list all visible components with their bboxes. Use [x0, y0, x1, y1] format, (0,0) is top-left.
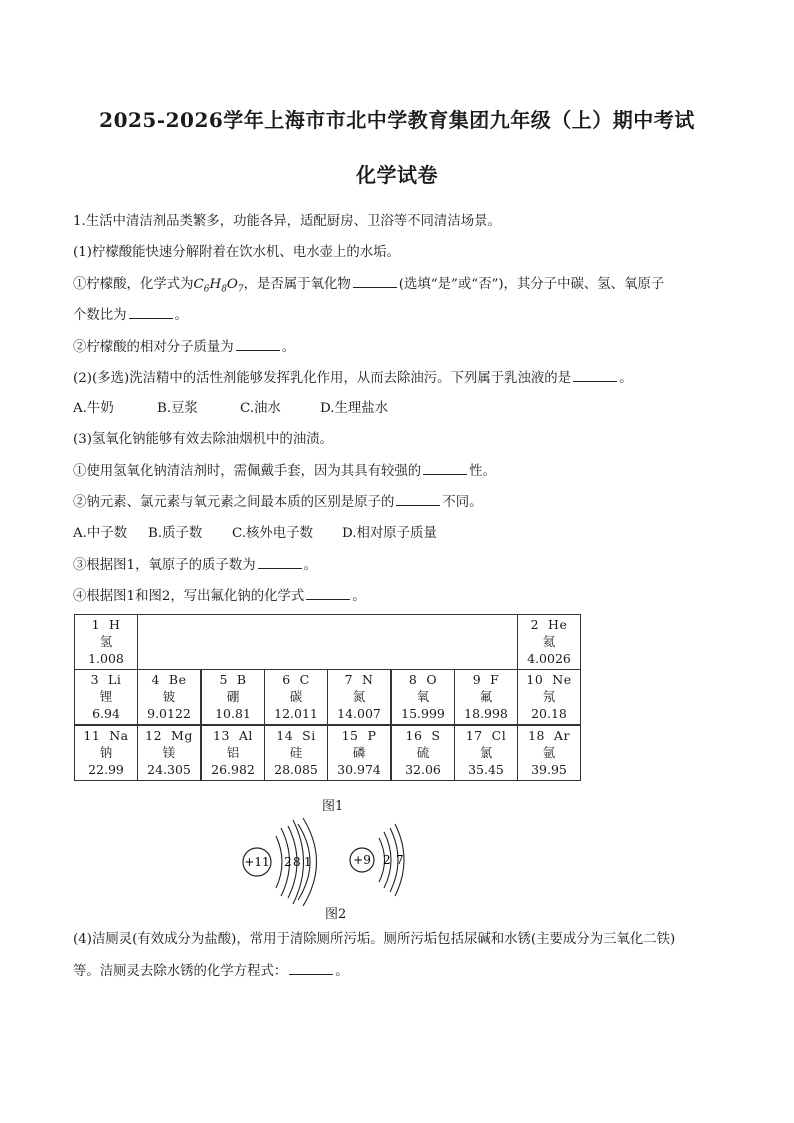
option-b[interactable]: B.豆浆 [157, 401, 198, 416]
part4-line1: (4)洁厕灵(有效成分为盐酸)，常用于清除厕所污垢。厕所污垢包括尿碱和水锈(主要成分为三氧化二铁) [73, 932, 676, 947]
element-cell-o [391, 669, 455, 725]
element-number-symbol: 18 Ar [528, 728, 570, 743]
part2-options [73, 400, 388, 418]
element-name: 钠 [99, 745, 113, 760]
element-name: 氟 [479, 689, 493, 704]
element-cell-c [264, 669, 328, 725]
part2-post: 。 [619, 371, 633, 386]
element-number-symbol: 11 Na [83, 728, 129, 743]
part1a-mid: ，是否属于氧化物 [243, 277, 351, 292]
fluorine-shell-electrons-2: 7 [396, 853, 404, 867]
element-name: 镁 [162, 745, 176, 760]
answer-blank[interactable] [353, 275, 397, 288]
element-name: 碳 [289, 689, 303, 704]
element-name: 氯 [479, 745, 493, 760]
sodium-nucleus-charge: +11 [244, 855, 270, 869]
element-cell-b [201, 669, 265, 725]
element-mass: 39.95 [531, 762, 567, 777]
part4-line2-post: 。 [335, 964, 349, 979]
fluorine-atom-diagram [350, 824, 404, 896]
part3d-pre: ④根据图1和图2，写出氟化钠的化学式 [73, 589, 305, 604]
element-number-symbol: 2 He [530, 617, 568, 632]
part1a-cont-line [73, 306, 188, 325]
option-a[interactable]: A.牛奶 [73, 401, 114, 416]
element-cell-li [74, 669, 138, 725]
element-name: 铝 [226, 745, 240, 760]
element-mass: 20.18 [531, 706, 567, 721]
element-cell-be [137, 669, 201, 725]
answer-blank[interactable] [306, 587, 350, 600]
part1b-line [73, 338, 295, 357]
element-mass: 1.008 [88, 651, 124, 666]
question-intro: 1.生活中清洁剂品类繁多，功能各异，适配厨房、卫浴等不同清洁场景。 [73, 214, 501, 229]
part1b-pre: ②柠檬酸的相对分子质量为 [73, 340, 234, 355]
element-mass: 24.305 [147, 762, 191, 777]
element-cell-mg [137, 725, 201, 781]
sodium-shell-electrons-3: 1 [304, 855, 312, 869]
part3c-line [73, 556, 317, 575]
element-name: 氩 [542, 745, 556, 760]
element-cell-n [327, 669, 391, 725]
part1a-pre: ①柠檬酸，化学式为 [73, 277, 194, 292]
element-mass: 28.085 [274, 762, 318, 777]
option-d[interactable]: D.相对原子质量 [342, 526, 437, 541]
part1a-cont-pre: 个数比为 [73, 308, 127, 323]
option-b[interactable]: B.质子数 [148, 526, 203, 541]
sodium-atom-diagram [243, 818, 317, 906]
part3b-options [73, 525, 437, 543]
element-name: 硅 [289, 745, 303, 760]
element-mass: 4.0026 [527, 651, 571, 666]
fluorine-shell-electrons-1: 2 [383, 853, 391, 867]
element-cell-p [327, 725, 391, 781]
sodium-shell-electrons-1: 2 [284, 855, 292, 869]
element-name: 氮 [352, 689, 366, 704]
element-mass: 30.974 [337, 762, 381, 777]
figure1-caption: 图1 [322, 799, 344, 814]
part3a-pre: ①使用氢氧化钠清洁剂时，需佩戴手套，因为其具有较强的 [73, 464, 422, 479]
part3b-line [73, 493, 483, 512]
option-a[interactable]: A.中子数 [73, 526, 128, 541]
element-cell-si [264, 725, 328, 781]
element-cell-h [74, 614, 138, 670]
element-number-symbol: 8 O [408, 672, 438, 687]
element-mass: 6.94 [92, 706, 120, 721]
element-name: 氧 [416, 689, 430, 704]
table-row-1-frame [74, 614, 581, 670]
citric-acid-formula: $C_6H_8O_7$ [193, 277, 244, 295]
element-mass: 14.007 [337, 706, 381, 721]
element-cell-s [391, 725, 455, 781]
element-mass: 9.0122 [147, 706, 191, 721]
figure2-caption: 图2 [325, 907, 347, 922]
element-mass: 10.81 [215, 706, 251, 721]
element-name: 氖 [542, 689, 556, 704]
element-number-symbol: 12 Mg [145, 728, 193, 743]
element-cell-na [74, 725, 138, 781]
element-mass: 22.99 [88, 762, 124, 777]
answer-blank[interactable] [289, 962, 333, 975]
answer-blank[interactable] [396, 493, 440, 506]
part3b-post: 不同。 [442, 495, 483, 510]
element-number-symbol: 14 Si [276, 728, 316, 743]
part2-pre: (2)(多选)洗洁精中的活性剂能够发挥乳化作用，从而去除油污。下列属于乳浊液的是 [73, 371, 572, 386]
sodium-shell-electrons-2: 8 [293, 855, 301, 869]
element-cell-f [454, 669, 518, 725]
part1a-line [73, 275, 664, 299]
part3d-post: 。 [352, 589, 366, 604]
page-title: 2025-2026学年上海市市北中学教育集团九年级（上）期中考试 [99, 108, 695, 132]
element-name: 磷 [352, 745, 366, 760]
element-mass: 18.998 [464, 706, 508, 721]
element-number-symbol: 1 H [91, 617, 121, 632]
element-cell-he [517, 614, 581, 670]
element-number-symbol: 17 Cl [465, 728, 507, 743]
element-cell-al [201, 725, 265, 781]
element-cell-cl [454, 725, 518, 781]
part1-text: (1)柠檬酸能快速分解附着在饮水机、电水壶上的水垢。 [73, 245, 400, 260]
element-name: 硼 [226, 689, 240, 704]
element-name: 锂 [99, 689, 113, 704]
option-c[interactable]: C.油水 [240, 401, 281, 416]
element-mass: 35.45 [468, 762, 504, 777]
element-number-symbol: 3 Li [90, 672, 122, 687]
part1a-cont-post: 。 [174, 308, 188, 323]
answer-blank[interactable] [423, 462, 467, 475]
element-mass: 32.06 [405, 762, 441, 777]
part3c-pre: ③根据图1，氧原子的质子数为 [73, 558, 256, 573]
part3a-line [73, 462, 496, 481]
page-subtitle: 化学试卷 [356, 163, 438, 187]
answer-blank[interactable] [258, 556, 302, 569]
part3c-post: 。 [303, 558, 317, 573]
element-number-symbol: 13 Al [213, 728, 253, 743]
part3-text: (3)氢氧化钠能够有效去除油烟机中的油渍。 [73, 432, 333, 447]
element-cell-ne [517, 669, 581, 725]
answer-blank[interactable] [236, 338, 280, 351]
element-number-symbol: 10 Ne [526, 672, 572, 687]
part3d-line [73, 587, 366, 606]
element-number-symbol: 4 Be [151, 672, 187, 687]
element-name: 氦 [542, 634, 556, 649]
part1a-post: (选填“是”或“否”)，其分子中碳、氢、氧原子 [398, 277, 665, 292]
part1b-post: 。 [281, 340, 296, 355]
element-name: 氢 [99, 634, 113, 649]
part4-line2-pre: 等。洁厕灵去除水锈的化学方程式： [73, 964, 288, 979]
option-c[interactable]: C.核外电子数 [232, 526, 313, 541]
part3a-post: 性。 [469, 464, 496, 479]
element-name: 硫 [416, 745, 430, 760]
element-number-symbol: 9 F [472, 672, 500, 687]
element-mass: 26.982 [211, 762, 255, 777]
answer-blank[interactable] [129, 306, 173, 319]
part3b-pre: ②钠元素、氯元素与氧元素之间最本质的区别是原子的 [73, 495, 395, 510]
part2-line [73, 369, 632, 388]
answer-blank[interactable] [573, 369, 617, 382]
element-mass: 12.011 [274, 706, 318, 721]
element-number-symbol: 7 N [344, 672, 374, 687]
element-number-symbol: 6 C [282, 672, 310, 687]
sodium-shell-1 [276, 836, 282, 888]
element-name: 铍 [162, 689, 176, 704]
element-number-symbol: 5 B [219, 672, 247, 687]
element-number-symbol: 15 P [341, 728, 377, 743]
option-d[interactable]: D.生理盐水 [320, 401, 389, 416]
element-mass: 15.999 [401, 706, 445, 721]
fluorine-nucleus-charge: +9 [353, 853, 371, 867]
part4-line2 [73, 962, 349, 981]
element-number-symbol: 16 S [405, 728, 441, 743]
element-cell-ar [517, 725, 581, 781]
atom-structure-diagram [236, 816, 416, 908]
